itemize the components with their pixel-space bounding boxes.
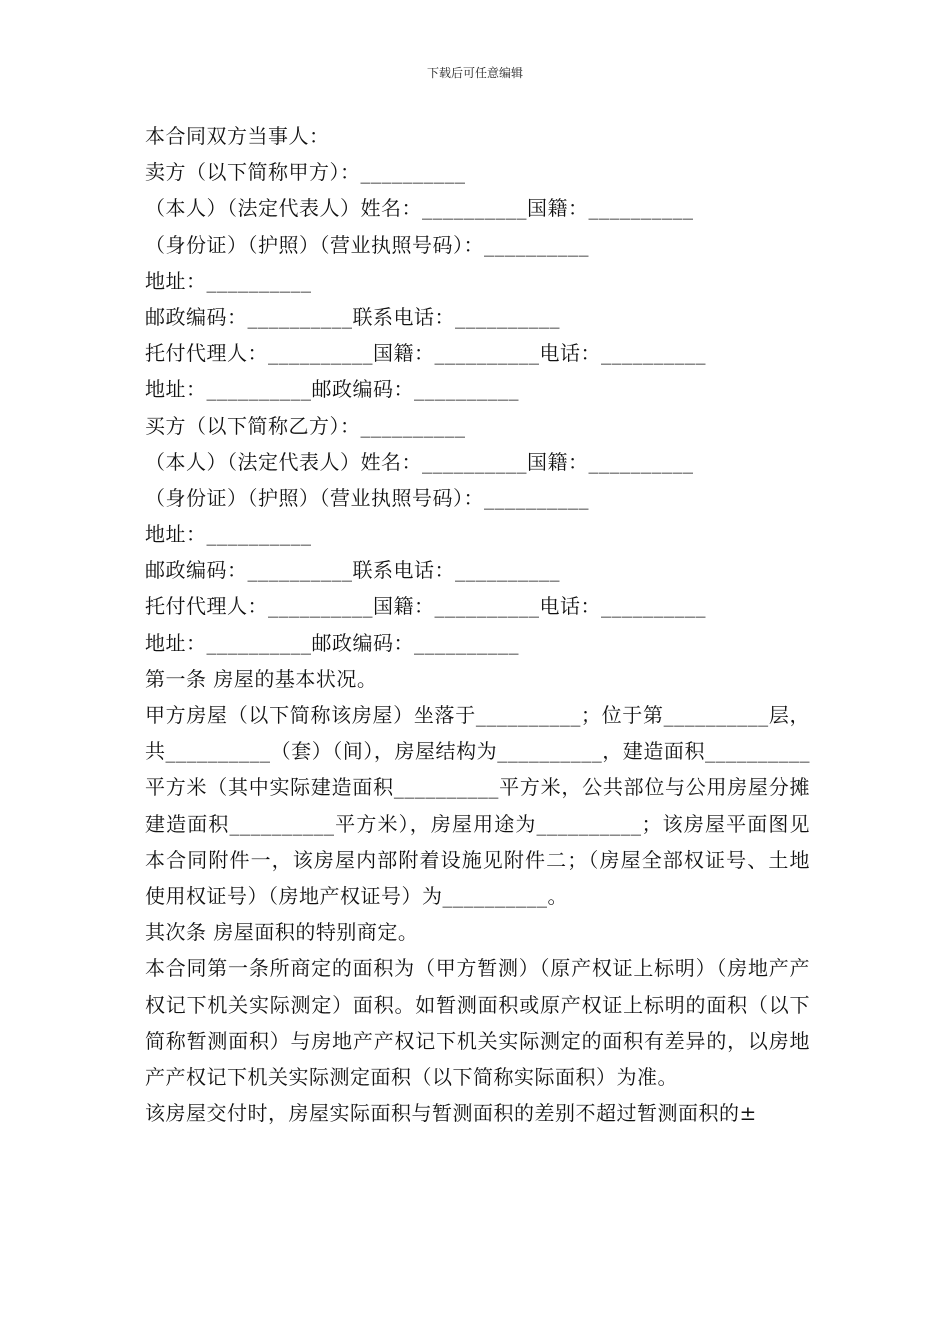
buyer-name-nationality: （本人）（法定代表人）姓名：__________国籍：__________ [145, 449, 694, 474]
seller-id-line: （身份证）（护照）（营业执照号码）：__________ [145, 232, 589, 257]
seller-postcode-phone: 邮政编码：__________联系电话：__________ [145, 304, 560, 329]
article-2-heading: 其次条 房屋面积的特别商定。 [145, 920, 419, 945]
seller-line: 卖方（以下简称甲方）：__________ [145, 160, 466, 185]
article-1-body: 甲方房屋（以下简称该房屋）坐落于__________；位于第__________层，共__________（套）（间），房屋结构为__________，建造面积__________平方米（其中实际建造面积__________平方米，公共部位与公用房屋分摊建造面积__________平方米），房屋用途为__________；该房屋平面图见本合同附件一，该房屋内部附着设施见附件二；（房屋全部权证号、土地使用权证号）（房地产权证号）为__________。 [145, 703, 810, 909]
buyer-id-line: （身份证）（护照）（营业执照号码）：__________ [145, 485, 589, 510]
page-header: 下载后可任意编辑 [426, 66, 523, 80]
buyer-agent-line: 托付代理人：__________国籍：__________电话：__________ [145, 594, 706, 619]
article-2-body: 本合同第一条所商定的面积为（甲方暂测）（原产权证上标明）（房地产产权记下机关实际测定）面积。如暂测面积或原产权证上标明的面积（以下简称暂测面积）与房地产产权记下机关实际测定的面积有差异的，以房地产产权记下机关实际测定面积（以下简称实际面积）为准。 [145, 956, 810, 1090]
parties-heading: 本合同双方当事人： [145, 124, 330, 148]
seller-agent-line: 托付代理人：__________国籍：__________电话：__________ [145, 341, 706, 366]
contract-body [145, 118, 810, 1131]
buyer-postcode-phone: 邮政编码：__________联系电话：__________ [145, 558, 560, 583]
seller-name-nationality: （本人）（法定代表人）姓名：__________国籍：__________ [145, 196, 694, 221]
buyer-agent-address: 地址：__________邮政编码：__________ [145, 630, 519, 655]
seller-agent-address: 地址：__________邮政编码：__________ [145, 377, 519, 402]
seller-address: 地址：__________ [145, 268, 312, 293]
buyer-address: 地址：__________ [145, 522, 312, 547]
article-2-continuation: 该房屋交付时，房屋实际面积与暂测面积的差别不超过暂测面积的± [145, 1101, 757, 1126]
article-1-heading: 第一条 房屋的基本状况。 [145, 666, 378, 691]
buyer-line: 买方（以下简称乙方）：__________ [145, 413, 466, 438]
